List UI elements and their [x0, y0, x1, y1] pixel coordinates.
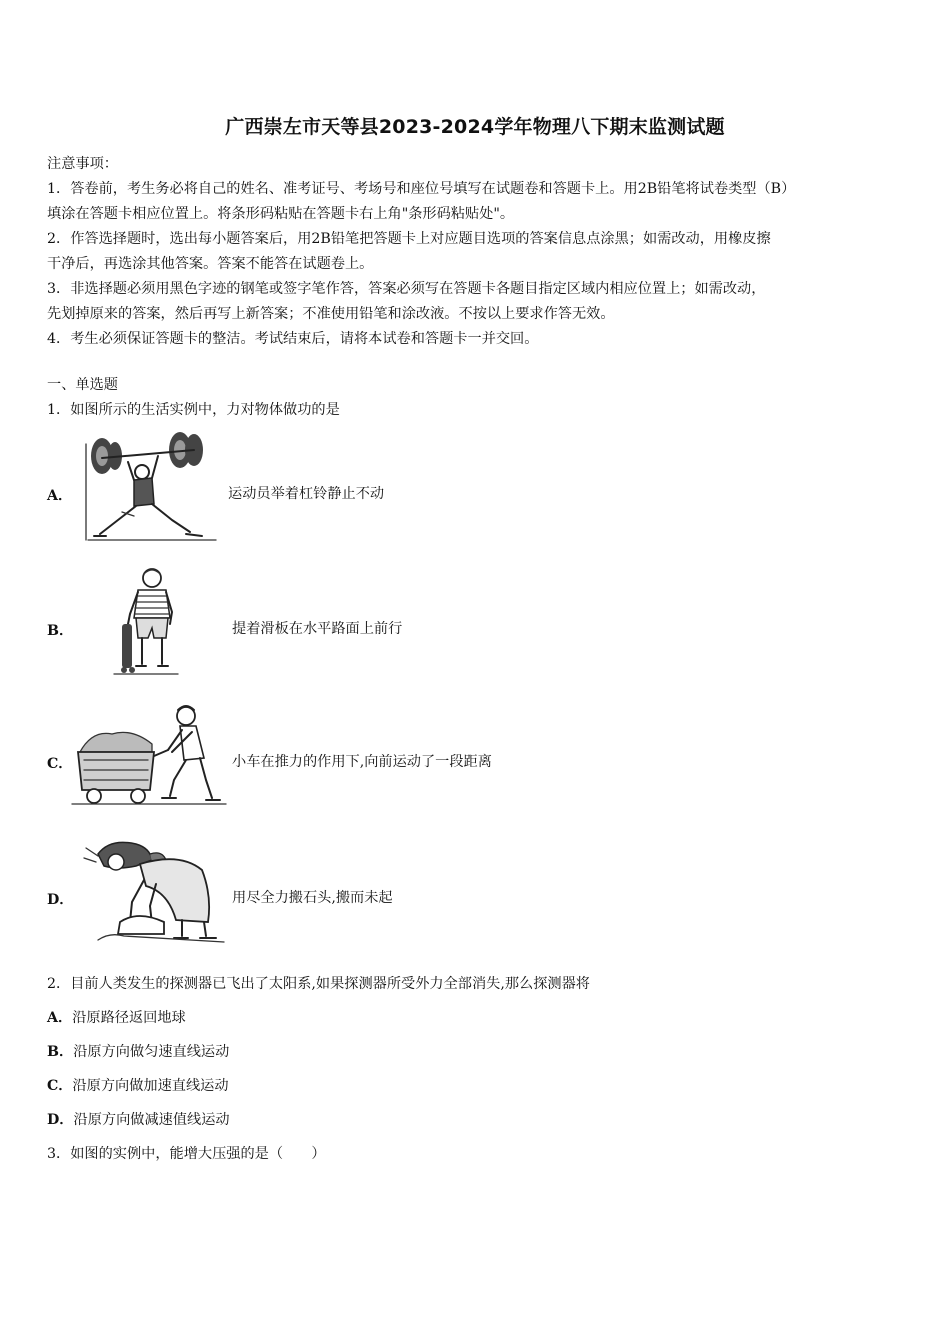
section-heading: 一、单选题	[47, 377, 118, 393]
question-3-stem: 3．如图的实例中，能增大压强的是（ ）	[47, 1146, 326, 1162]
q1-option-c-letter[interactable]: C．	[47, 756, 73, 772]
q2-option-c[interactable]	[47, 1077, 229, 1096]
q2-option-a[interactable]	[47, 1009, 186, 1028]
q2-option-d[interactable]	[47, 1111, 230, 1130]
q2-option-b-text: 沿原方向做匀速直线运动	[73, 1044, 230, 1060]
q1-option-a-text: 运动员举着杠铃静止不动	[228, 486, 385, 502]
q2-option-c-text: 沿原方向做加速直线运动	[72, 1078, 229, 1094]
q2-option-d-text: 沿原方向做减速值线运动	[73, 1112, 230, 1128]
page-title: 广西崇左市天等县2023-2024学年物理八下期末监测试题	[225, 116, 725, 138]
note-line: 3．非选择题必须用黑色字迹的钢笔或签字笔作答，答案必须写在答题卡各题目指定区域内相应位置上；如需改动，	[47, 281, 766, 297]
note-line: 先划掉原来的答案，然后再写上新答案；不准使用铅笔和涂改液。不按以上要求作答无效。	[47, 306, 615, 322]
notes-block	[47, 152, 907, 352]
boy-with-skateboard-figure	[112, 566, 182, 678]
notes-heading: 注意事项：	[47, 156, 118, 172]
q1-option-a-letter[interactable]: A．	[47, 488, 73, 504]
q1-option-d-text: 用尽全力搬石头,搬而未起	[232, 890, 393, 906]
q1-option-d-letter[interactable]: D．	[47, 892, 74, 908]
note-line: 2．作答选择题时，选出每小题答案后，用2B铅笔把答题卡上对应题目选项的答案信息点涂黑；如需改动，用橡皮擦	[47, 231, 771, 247]
q1-option-c-text: 小车在推力的作用下,向前运动了一段距离	[232, 754, 492, 770]
q2-option-a-text: 沿原路径返回地球	[72, 1010, 186, 1026]
q1-option-b-text: 提着滑板在水平路面上前行	[232, 621, 403, 637]
note-line: 干净后，再选涂其他答案。答案不能答在试题卷上。	[47, 256, 374, 272]
question-2-stem: 2．目前人类发生的探测器已飞出了太阳系,如果探测器所受外力全部消失,那么探测器将	[47, 976, 590, 992]
q2-option-c-letter: C．	[47, 1078, 73, 1094]
q2-option-b[interactable]	[47, 1043, 229, 1062]
q2-option-b-letter: B．	[47, 1044, 74, 1060]
question-1-stem: 1．如图所示的生活实例中，力对物体做功的是	[47, 402, 340, 418]
note-line: 4．考生必须保证答题卡的整洁。考试结束后，请将本试卷和答题卡一并交回。	[47, 331, 539, 347]
note-line: 填涂在答题卡相应位置上。将条形码粘贴在答题卡右上角"条形码粘贴处"。	[47, 206, 515, 222]
q1-option-b-letter[interactable]: B．	[47, 623, 74, 639]
weightlifter-figure	[82, 432, 222, 544]
q2-option-d-letter: D．	[47, 1112, 74, 1128]
note-line: 1．答卷前，考生务必将自己的姓名、准考证号、考场号和座位号填写在试题卷和答题卡上。用2B铅笔将试卷类型（B）	[47, 181, 796, 197]
man-pushing-cart-figure	[72, 700, 227, 810]
girl-lifting-rock-figure	[80, 836, 225, 946]
q2-option-a-letter: A．	[47, 1010, 73, 1026]
